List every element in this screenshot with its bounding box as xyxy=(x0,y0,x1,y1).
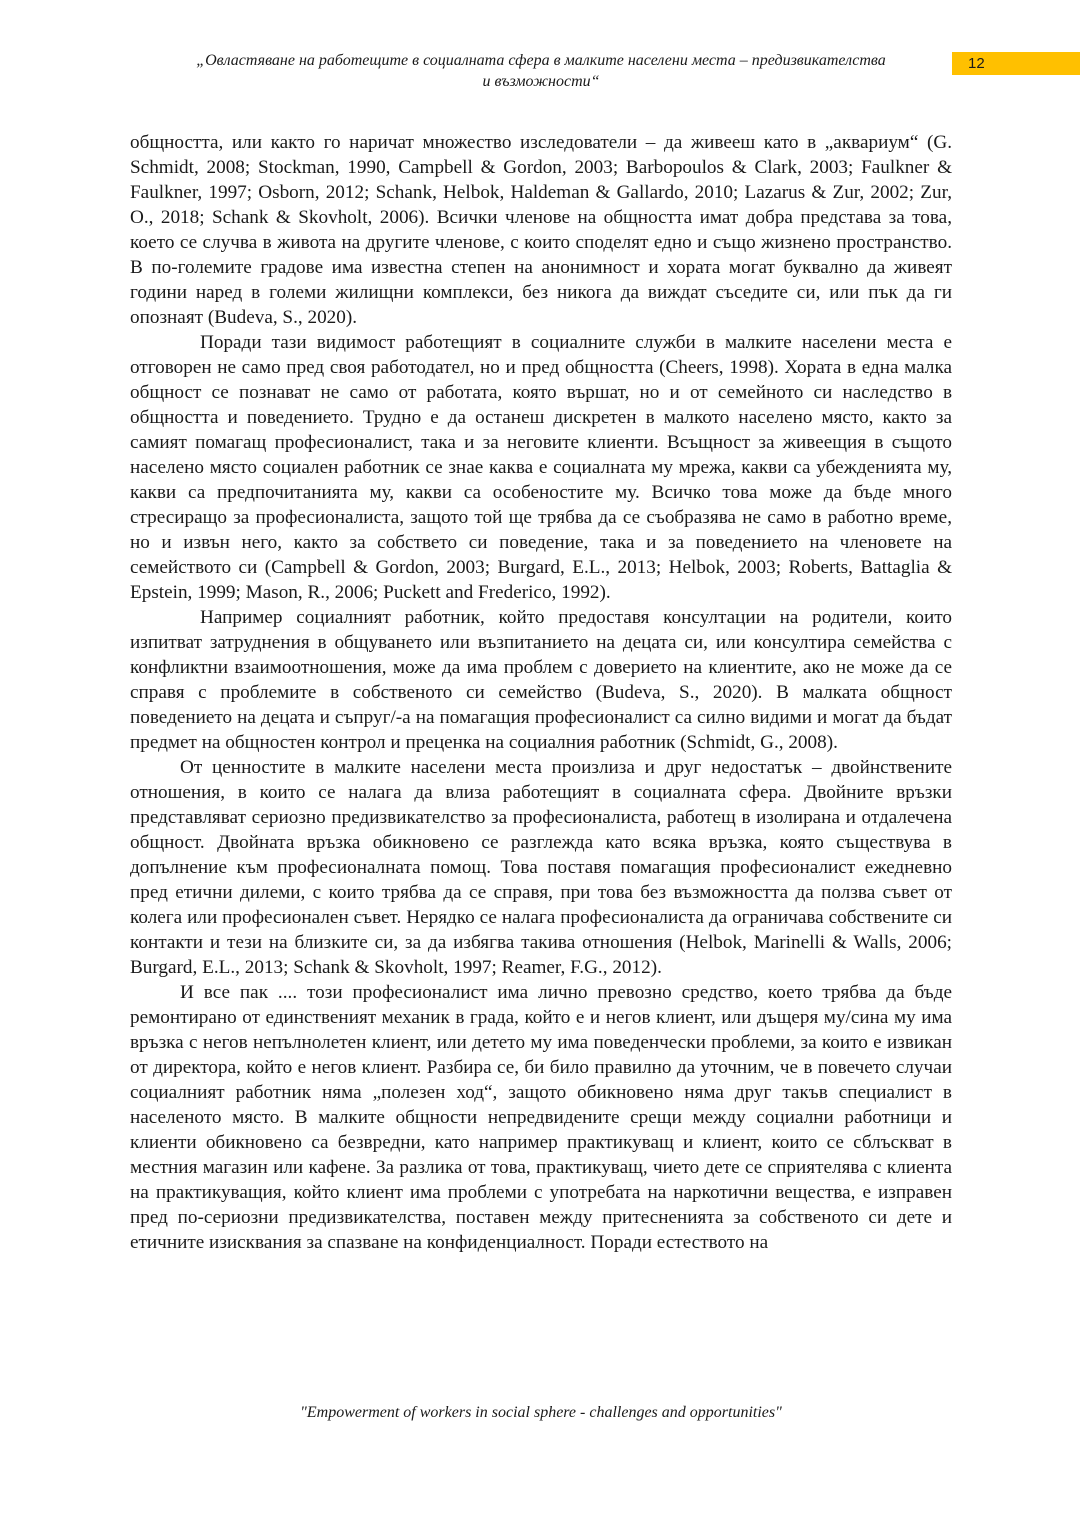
header-title-line-1: „Овластяване на работещите в социалната сфера в малките населени места – предизвикателства xyxy=(196,52,886,69)
paragraph-5: И все пак .... този професионалист има лично превозно средство, което трябва да бъде ремонтирано от единственият механик в града, който е и негов клиент, или дъщеря му/сина му има връзка с негов непълнолетен клиент, или детето му има поведенчески проблеми, за които е извикан от директора, който е негов клиент. Разбира се, би било правилно да уточним, че в повечето случаи социалният работник няма „полезен ход“, защото обикновено няма друг такъв специалист в населеното място. В малките общности непредвидените срещи между социални работници и клиенти обикновено са безвредни, като например практикуващ и клиент, които се сблъскват в местния магазин или кафене. За разлика от това, практикуващ, чието дете се сприятелява с клиента на практикуващия, който клиент има проблеми с употребата на наркотични вещества, е изправен пред по-сериозни предизвикателства, поставен между притесненията за собственото си дете и етичните изисквания за спазване на конфиденциалност. Поради естеството на xyxy=(130,982,952,1253)
page-header xyxy=(130,50,952,92)
paragraph-3: Например социалният работник, който предоставя консултации на родители, които изпитват затруднения в общуването или възпитанието на децата си, или консултира семейства с конфликтни взаимоотношения, може да има проблем с доверието на клиентите, ако не може да се справя с проблемите в собственото си семейство (Budeva, S., 2020). В малката общност поведението на децата и съпруг/-а на помагащия професионалист са силно видими и могат да бъдат предмет на общностен контрол и преценка на социалния работник (Schmidt, G., 2008). xyxy=(130,607,952,753)
paragraph-1: общността, или както го наричат множество изследователи – да живееш като в „аквариум“ (G. Schmidt, 2008; Stockman, 1990, Campbell & Gordon, 2003; Barbopoulos & Clark, 2003; Faulkner & Faulkner, 1997; Osborn, 2012; Schank, Helbok, Haldeman & Gallardo, 2010; Lazarus & Zur, 2002; Zur, O., 2018; Schank & Skovholt, 2006). Всички членове на общността имат добра представа за това, което се случва в живота на другите членове, с които споделят едно и също жизнено пространство. В по-големите градове има известна степен на анонимност и хората могат буквално да живеят години наред в големи жилищни комплекси, без никога да виждат съседите си, или пък да ги опознаят (Budeva, S., 2020). xyxy=(130,132,952,328)
header-title-line-2: и възможности“ xyxy=(482,73,600,90)
footer-text: "Empowerment of workers in social sphere - challenges and opportunities" xyxy=(300,1404,782,1421)
paragraph-4: От ценностите в малките населени места произлиза и друг недостатък – двойнствените отношения, в които се налага да влиза работещият в социалната сфера. Двойните връзки представляват сериозно предизвикателство за професионалиста, работещ в изолирана и отдалечена общност. Двойната връзка обикновено се разглежда като всяка връзка, която съществува в допълнение към професионалната помощ. Това поставя помагащия професионалист ежедневно пред етични дилеми, с които трябва да се справя, при това без възможността да ползва съвет от колега или професионален съвет. Нерядко се налага професионалиста да ограничава собствените си контакти и тези на близките си, за да избягва такива отношения (Helbok, Marinelli & Walls, 2006; Burgard, E.L., 2013; Schank & Skovholt, 1997; Reamer, F.G., 2012). xyxy=(130,757,952,978)
body-text xyxy=(130,130,952,1255)
page-footer xyxy=(130,1402,952,1423)
page-number-badge xyxy=(952,52,1080,75)
paragraph-2: Поради тази видимост работещият в социалните служби в малките населени места е отговорен не само пред своя работодател, но и пред общността (Cheers, 1998). Хората в една малка общност се познават не само от работата, която вършат, но и от семейното си наследство в общността и поведението. Трудно е да останеш дискретен в малкото населено място, както за самият помагащ професионалист, така и за неговите клиенти. Всъщност за живеещия в същото населено място социален работник се знае каква е социалната му мрежа, какви са убежденията му, какви са предпочитанията му, какви са особеностите му. Всичко това може да бъде много стресиращо за професионалиста, защото той ще трябва да се съобразява не само в работно време, но и извън него, както за собствето си поведение, така и за поведението на членовете на семейството си (Campbell & Gordon, 2003; Burgard, E.L., 2013; Helbok, 2003; Roberts, Battaglia & Epstein, 1999; Mason, R., 2006; Puckett and Frederico, 1992). xyxy=(130,332,952,603)
page-number: 12 xyxy=(968,55,985,72)
